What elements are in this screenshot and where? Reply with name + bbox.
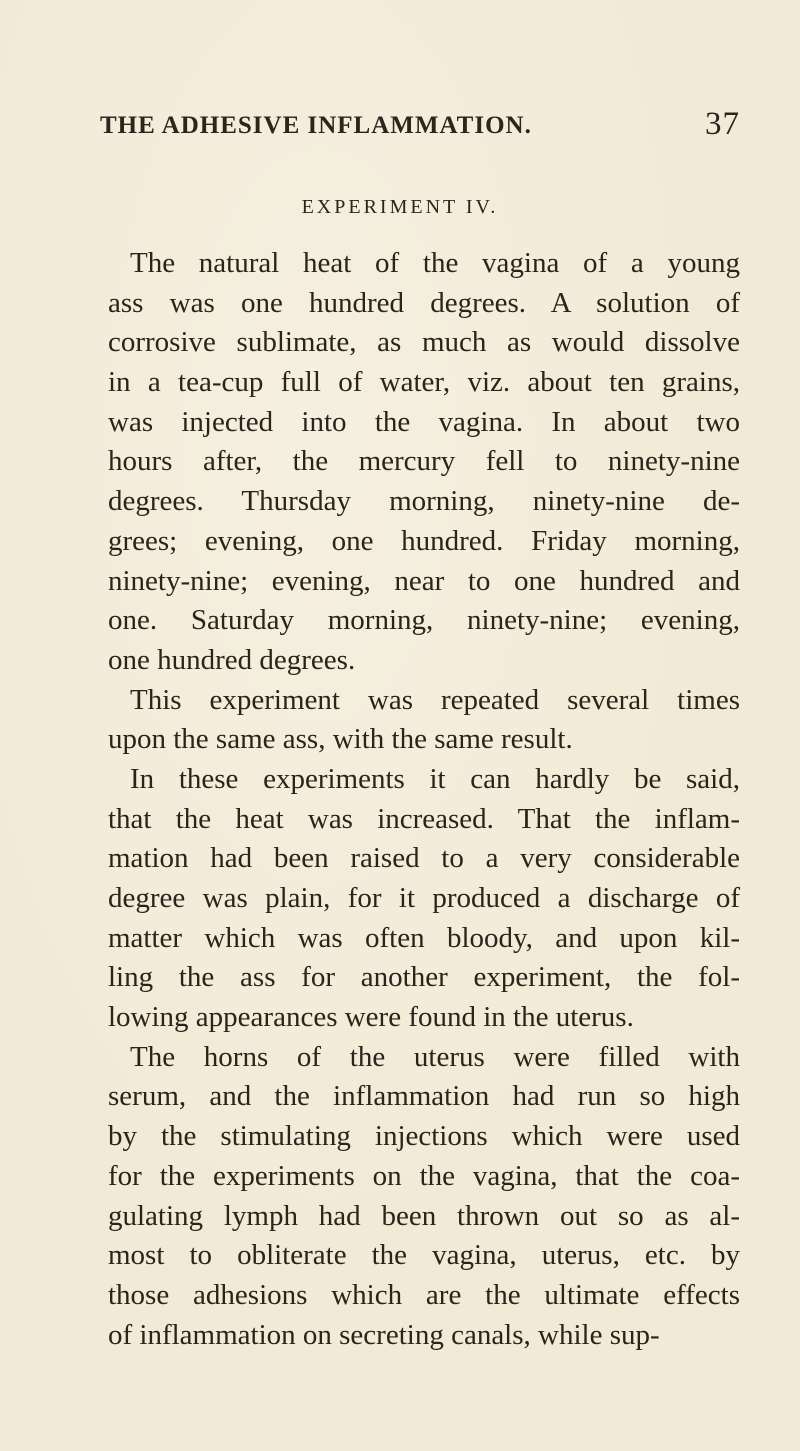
section-heading: EXPERIMENT IV. (301, 196, 499, 218)
text-line: in a tea-cup full of water, viz. about ten grains, (108, 366, 740, 399)
running-head-title: THE ADHESIVE INFLAMMATION. (100, 112, 532, 139)
text-line: upon the same ass, with the same result. (108, 723, 573, 756)
text-line: grees; evening, one hundred. Friday morning, (108, 524, 740, 557)
text-line: serum, and the inflammation had run so high (108, 1080, 740, 1113)
text-line: matter which was often bloody, and upon kil- (108, 921, 740, 954)
text-line: corrosive sublimate, as much as would dissolve (108, 326, 740, 359)
text-line: was injected into the vagina. In about two (108, 405, 740, 438)
text-line: The horns of the uterus were filled with (130, 1040, 740, 1073)
text-line: ninety-nine; evening, near to one hundred and (108, 564, 740, 597)
text-line: ass was one hundred degrees. A solution of (108, 286, 740, 319)
page-number: 37 (705, 106, 740, 142)
text-line: of inflammation on secreting canals, while sup- (108, 1318, 660, 1351)
text-line: This experiment was repeated several times (130, 683, 740, 716)
running-head (100, 106, 740, 152)
text-line: that the heat was increased. That the inflam- (108, 802, 740, 835)
text-line: most to obliterate the vagina, uterus, etc. by (108, 1239, 740, 1272)
text-line: gulating lymph had been thrown out so as al- (108, 1199, 740, 1232)
text-line: by the stimulating injections which were used (108, 1120, 740, 1153)
text-line: lowing appearances were found in the uterus. (108, 1001, 634, 1034)
text-line: for the experiments on the vagina, that the coa- (108, 1159, 740, 1192)
text-line: The natural heat of the vagina of a young (130, 247, 740, 279)
text-line: one hundred degrees. (108, 643, 356, 676)
text-line: hours after, the mercury fell to ninety-nine (108, 445, 740, 478)
text-line: ling the ass for another experiment, the fol- (108, 961, 740, 994)
text-line: one. Saturday morning, ninety-nine; evening, (108, 604, 740, 637)
text-line: those adhesions which are the ultimate effects (108, 1278, 740, 1311)
text-line: degrees. Thursday morning, ninety-nine de- (108, 485, 740, 518)
text-line: mation had been raised to a very considerable (108, 842, 740, 875)
text-line: In these experiments it can hardly be said, (130, 762, 740, 795)
text-line: degree was plain, for it produced a discharge of (108, 882, 740, 914)
body-text (108, 244, 740, 1355)
